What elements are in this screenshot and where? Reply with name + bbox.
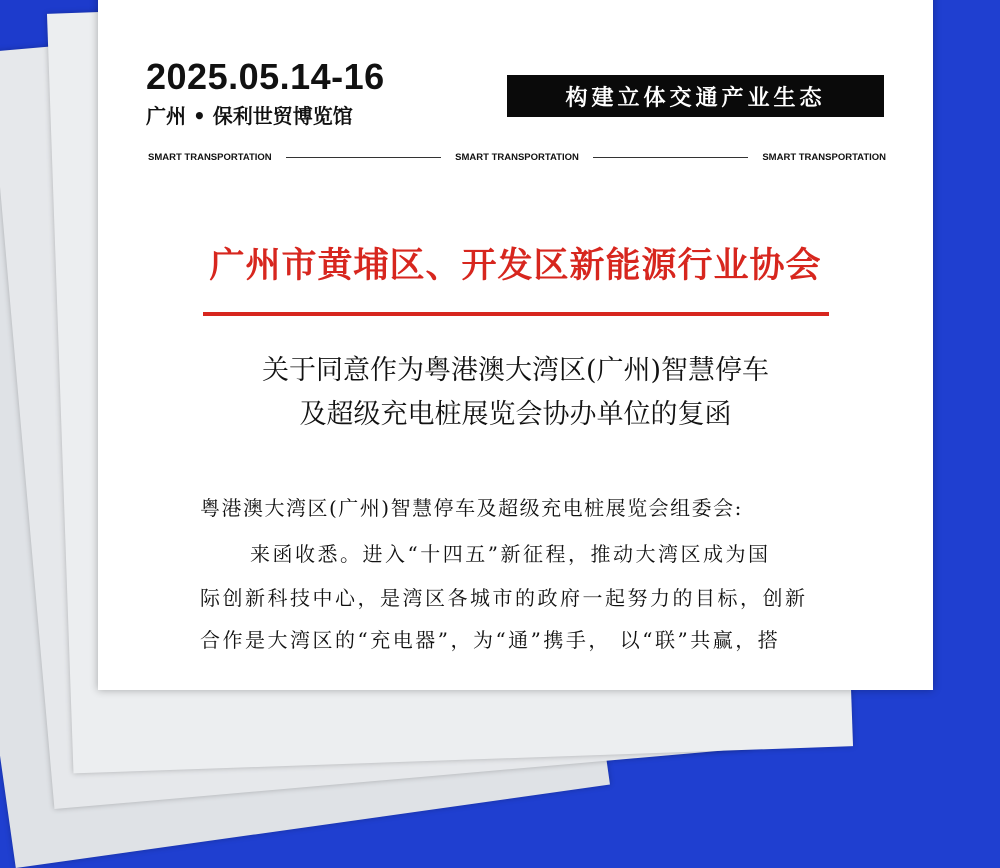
tagline-item: SMART TRANSPORTATION: [762, 151, 887, 163]
paragraph-line: 来函收悉。进入“十四五”新征程，推动大湾区成为国: [250, 542, 771, 566]
tagline-row: [148, 150, 886, 164]
paragraph-line: 合作是大湾区的“充电器”，为“通”携手， 以“联”共赢，搭: [200, 628, 781, 652]
event-date: 2025.05.14-16: [146, 56, 385, 97]
organization-heading: 广州市黄埔区、开发区新能源行业协会: [209, 245, 822, 286]
slogan-banner: 构建立体交通产业生态: [507, 75, 884, 117]
event-venue: 广州 • 保利世贸博览馆: [146, 104, 353, 128]
red-divider: [203, 312, 829, 316]
tagline-item: SMART TRANSPORTATION: [455, 151, 579, 163]
divider: [286, 157, 442, 158]
subject-line-1: 关于同意作为粤港澳大湾区(广州)智慧停车: [261, 355, 770, 386]
subject-line-2: 及超级充电桩展览会协办单位的复函: [299, 399, 732, 430]
paragraph-line: 际创新科技中心，是湾区各城市的政府一起努力的目标，创新: [200, 586, 808, 610]
tagline-item: SMART TRANSPORTATION: [148, 151, 272, 163]
divider: [593, 157, 749, 158]
document-page: [98, 0, 933, 690]
salutation: 粤港澳大湾区(广州)智慧停车及超级充电桩展览会组委会:: [200, 496, 743, 520]
